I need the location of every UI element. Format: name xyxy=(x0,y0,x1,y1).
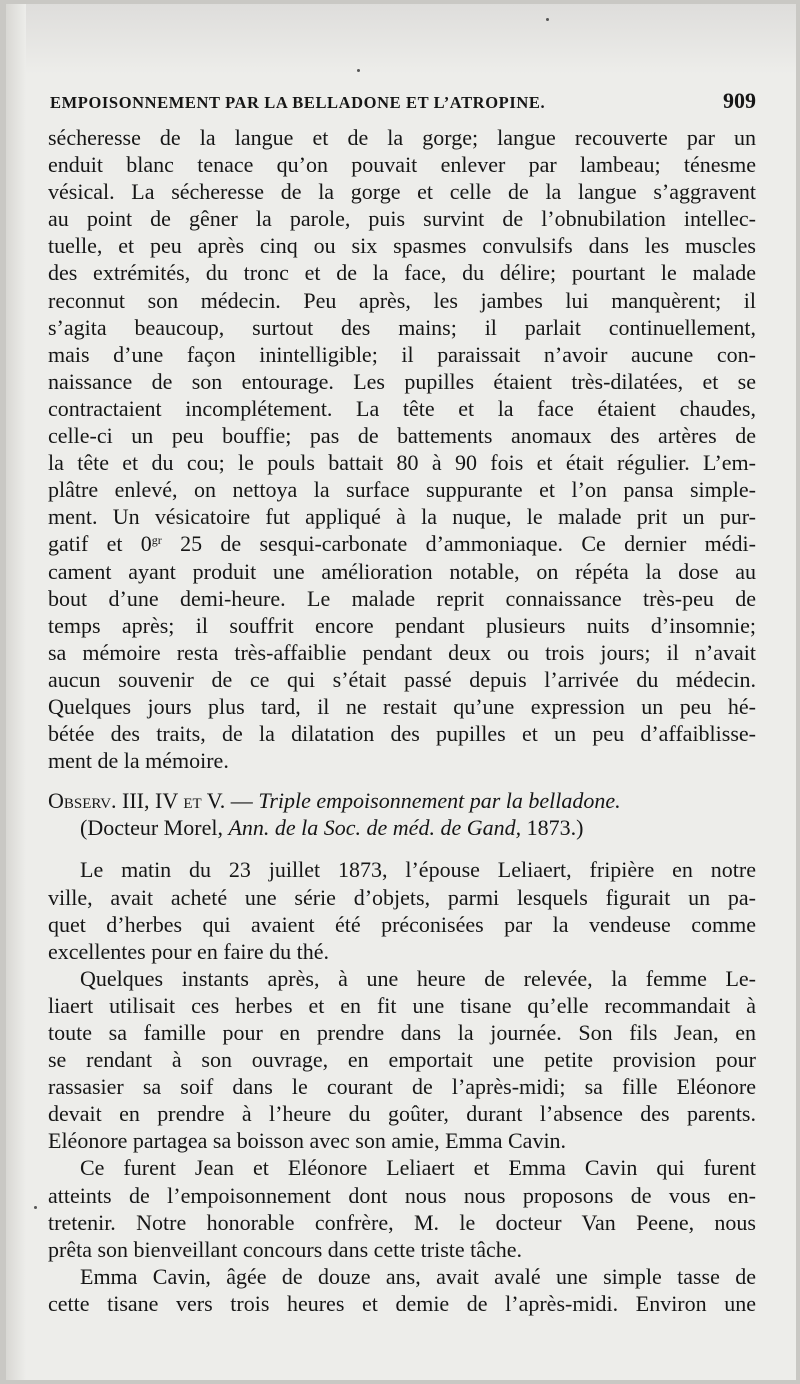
source-author: (Docteur Morel, xyxy=(80,815,223,841)
text-line: sa mémoire resta très-affaiblie pendant deux ou trois jours; il n’avait xyxy=(48,639,756,665)
text-line: Quelques jours plus tard, il ne restait qu’une expression un peu hé- xyxy=(48,693,756,719)
text-line: s’agita beaucoup, surtout des mains; il parlait continuellement, xyxy=(48,314,756,340)
text-line: ment. Un vésicatoire fut appliqué à la nuque, le malade prit un pur- xyxy=(48,504,756,530)
text-line: ville, avait acheté une série d’objets, parmi lesquels figurait un pa- xyxy=(48,884,756,910)
text-line-last: ment de la mémoire. xyxy=(48,748,229,774)
page-text xyxy=(48,88,756,1317)
text-line: rassasier sa soif dans le courant de l’après-midi; sa fille Eléonore xyxy=(48,1074,756,1100)
gram-superscript: gr xyxy=(151,533,162,548)
text-line: bout d’une demi-heure. Le malade reprit connaissance très-peu de xyxy=(48,585,756,611)
paragraph-continuation xyxy=(48,124,756,774)
page-number: 909 xyxy=(723,88,756,113)
text-line-last: prêta son bienveillant concours dans cette triste tâche. xyxy=(48,1236,523,1262)
text-line: reconnut son médecin. Peu après, les jambes lui manquèrent; il xyxy=(48,287,756,313)
text-line: la tête et du cou; le pouls battait 80 à 90 fois et était régulier. L’em- xyxy=(48,450,756,476)
paragraph xyxy=(48,1154,756,1262)
text-line-first: Ce furent Jean et Eléonore Leliaert et Emma Cavin qui furent xyxy=(80,1155,756,1181)
text-line: sécheresse de la langue et de la gorge; langue recouverte par un xyxy=(48,125,756,150)
print-speck xyxy=(34,1206,37,1209)
text-line: plâtre enlevé, on nettoya la surface suppurante et l’on pansa simple- xyxy=(48,477,756,503)
text-fragment: gatif et 0 xyxy=(48,531,152,557)
paragraph xyxy=(48,1263,756,1317)
observation-source-line xyxy=(48,814,756,841)
text-line: cette tisane vers trois heures et demie de l’après-midi. Environ une xyxy=(48,1290,756,1316)
text-line: atteints de l’empoisonnement dont nous nous proposons de vous en- xyxy=(48,1182,756,1208)
text-line-last: excellentes pour en faire du thé. xyxy=(48,938,329,964)
source-year: 1873.) xyxy=(526,815,584,841)
text-line-last: Eléonore partagea sa boisson avec son amie, Emma Cavin. xyxy=(48,1128,567,1154)
text-line-first: Le matin du 23 juillet 1873, l’épouse Leliaert, fripière en notre xyxy=(80,857,756,883)
text-line: des extrémités, du tronc et de la face, du délire; pourtant le malade xyxy=(48,260,756,286)
text-line: bétée des traits, de la dilatation des pupilles et un peu d’affaiblisse- xyxy=(48,721,756,747)
text-line: tretenir. Notre honorable confrère, M. le docteur Van Peene, nous xyxy=(48,1209,756,1235)
text-line: cament ayant produit une amélioration notable, on répéta la dose au xyxy=(48,558,756,584)
text-line: au point de gêner la parole, puis survint de l’obnubilation intellec- xyxy=(48,206,756,232)
text-line: devait en prendre à l’heure du goûter, durant l’absence des parents. xyxy=(48,1101,756,1127)
text-line: toute sa famille pour en prendre dans la journée. Son fils Jean, en xyxy=(48,1020,756,1045)
running-title: EMPOISONNEMENT PAR LA BELLADONE ET L’ATROPINE. xyxy=(50,93,546,112)
print-speck xyxy=(357,69,360,72)
text-line: celle-ci un peu bouffie; pas de battements anomaux des artères de xyxy=(48,423,756,449)
text-line-with-superscript xyxy=(48,530,756,557)
text-line: quet d’herbes qui avaient été préconisées par la vendeuse comme xyxy=(48,911,756,937)
text-line: temps après; il souffrit encore pendant plusieurs nuits d’insomnie; xyxy=(48,612,756,638)
text-fragment: 25 de sesqui-carbonate d’ammoniaque. Ce dernier médi- xyxy=(161,531,756,557)
observation-heading xyxy=(48,787,756,841)
text-line: tuelle, et peu après cinq ou six spasmes convulsifs dans les muscles xyxy=(48,233,756,259)
book-page xyxy=(6,4,796,1380)
text-line: liaert utilisait ces herbes et en fit une tisane qu’elle recommandait à xyxy=(48,992,756,1018)
paragraph xyxy=(48,965,756,1155)
text-line: se rendant à son ouvrage, en emportait une petite provision pour xyxy=(48,1047,756,1073)
source-journal: Ann. de la Soc. de méd. de Gand, xyxy=(228,815,522,841)
page-top-shading xyxy=(6,4,796,74)
text-line-first: Quelques instants après, à une heure de relevée, la femme Le- xyxy=(80,965,756,991)
print-speck xyxy=(546,18,549,21)
paragraph xyxy=(48,856,756,964)
text-line: vésical. La sécheresse de la gorge et celle de la langue s’aggravent xyxy=(48,179,756,205)
observation-label: Observ. III, IV et V. — xyxy=(48,788,253,814)
text-line: naissance de son entourage. Les pupilles étaient très-dilatées, et se xyxy=(48,368,756,394)
text-line: contractaient incomplétement. La tête et la face étaient chaudes, xyxy=(48,395,756,421)
text-line: enduit blanc tenace qu’on pouvait enlever par lambeau; ténesme xyxy=(48,152,756,178)
text-line: mais d’une façon inintelligible; il paraissait n’avoir aucune con- xyxy=(48,341,756,367)
page-gutter-shading xyxy=(6,4,26,1380)
observation-title-line xyxy=(48,787,756,814)
running-header xyxy=(48,88,756,124)
text-line: aucun souvenir de ce qui s’était passé depuis l’arrivée du médecin. xyxy=(48,666,756,692)
observation-title: Triple empoisonnement par la belladone. xyxy=(258,788,621,814)
text-line-first: Emma Cavin, âgée de douze ans, avait avalé une simple tasse de xyxy=(80,1263,756,1289)
